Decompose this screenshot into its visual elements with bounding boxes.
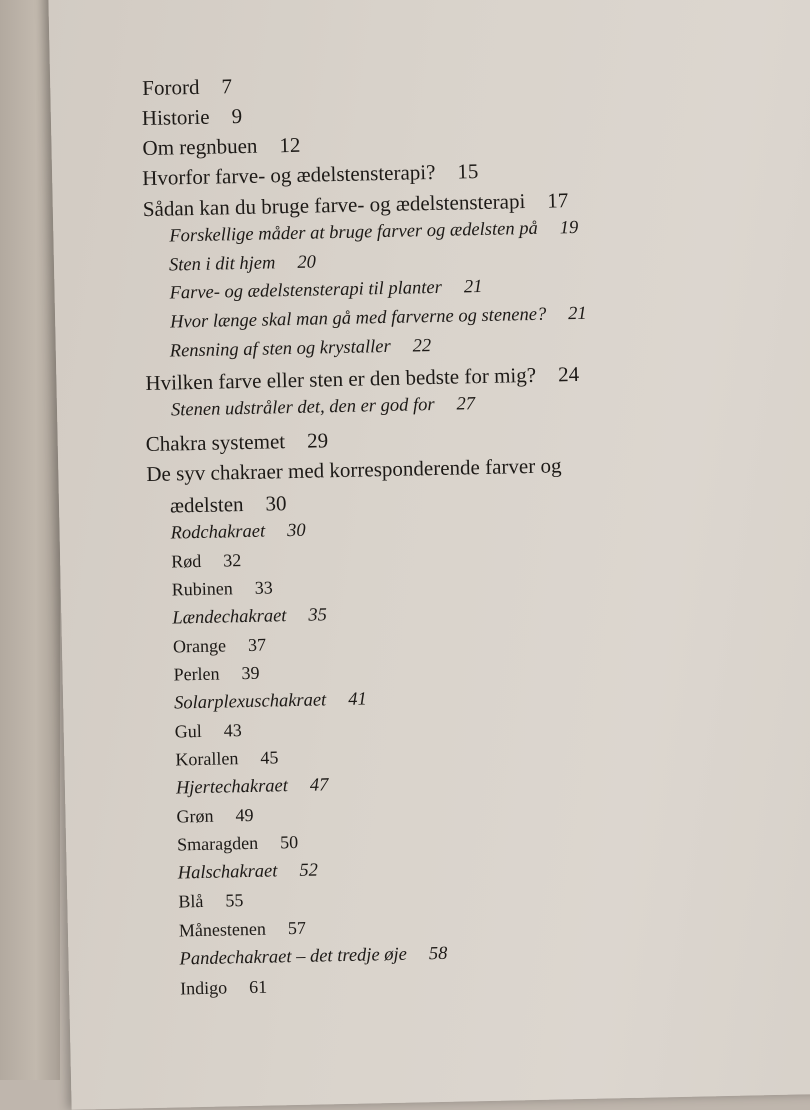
toc-entry	[142, 159, 479, 191]
toc-chakra	[172, 605, 327, 629]
toc-chakra	[176, 775, 329, 799]
toc-entry-page: 37	[247, 634, 267, 655]
toc-chakra	[174, 689, 367, 714]
toc-entry-title: Lændechakraet	[172, 606, 287, 629]
toc-entry-title: Korallen	[175, 748, 239, 770]
book-page	[48, 0, 810, 1110]
toc-entry-page: 30	[265, 491, 287, 516]
toc-subentry	[170, 304, 587, 334]
toc-entry-page: 15	[457, 159, 479, 184]
toc-entry-title: Sten i dit hjem	[168, 253, 276, 276]
toc-entry-page: 50	[279, 831, 299, 853]
toc-subentry	[172, 577, 273, 600]
toc-entry-page: 33	[254, 577, 273, 598]
toc-entry-title: Rubinen	[171, 578, 233, 600]
toc-entry-title: Hvorfor farve- og ædelstensterapi?	[141, 159, 436, 191]
toc-entry-page: 32	[223, 550, 242, 571]
toc-entry-title: Solarplexuschakraet	[173, 690, 327, 714]
toc-entry-title: Om regnbuen	[142, 133, 258, 161]
toc-subentry	[169, 218, 578, 248]
toc-subentry	[170, 336, 432, 362]
toc-subentry	[169, 277, 482, 305]
toc-entry	[142, 74, 232, 101]
toc-entry-page: 55	[225, 890, 244, 911]
toc-entry-page: 21	[463, 276, 483, 298]
toc-entry-page: 43	[223, 720, 242, 741]
toc-entry	[145, 362, 579, 396]
toc-entry-page: 47	[309, 775, 329, 796]
toc-entry-page: 58	[428, 943, 448, 965]
toc-subentry	[176, 805, 253, 828]
toc-entry	[142, 133, 300, 161]
toc-entry-page: 9	[231, 103, 243, 129]
toc-entry-title: Rød	[170, 550, 202, 572]
toc-entry	[146, 453, 562, 487]
toc-entry-page: 7	[221, 74, 233, 99]
toc-chakra	[179, 944, 447, 971]
toc-entry	[143, 188, 569, 222]
toc-entry-title: Farve- og ædelstensterapi til planter	[169, 277, 443, 304]
toc-entry-page: 35	[308, 605, 328, 626]
toc-entry-page: 19	[559, 217, 579, 239]
toc-subentry	[173, 663, 259, 686]
toc-subentry	[180, 977, 267, 1000]
toc-entry-page: 52	[299, 860, 319, 881]
toc-entry-title: Grøn	[176, 805, 214, 827]
toc-entry-page: 12	[279, 132, 301, 158]
toc-entry-title: ædelsten	[169, 492, 244, 518]
toc-entry-page: 49	[235, 804, 254, 826]
toc-entry-title: Forord	[142, 74, 200, 101]
toc-entry-title: Chakra systemet	[145, 429, 286, 457]
toc-entry-page: 22	[412, 336, 432, 357]
toc-entry-title: Stenen udstråler det, den er god for	[170, 394, 435, 421]
toc-entry-title: Månestenen	[178, 918, 267, 941]
toc-entry-page: 39	[241, 662, 260, 684]
toc-entry-continuation	[170, 491, 287, 518]
toc-entry-page: 45	[260, 747, 279, 768]
toc-entry-title: Orange	[172, 635, 227, 657]
toc-entry-page: 21	[567, 303, 587, 325]
toc-entry-page: 29	[306, 428, 329, 453]
toc-entry-page: 57	[287, 917, 307, 939]
toc-entry-title: Forskellige måder at bruge farver og ædelsten på	[169, 218, 538, 247]
toc-entry-title: Hvor længe skal man gå med farverne og stenene?	[169, 304, 547, 333]
toc-subentry	[178, 890, 243, 912]
toc-entry-title: Smaragden	[176, 832, 259, 855]
toc-chakra	[178, 861, 319, 885]
toc-entry	[145, 428, 328, 457]
toc-entry-title: Perlen	[173, 663, 220, 685]
toc-entry-page: 30	[286, 520, 306, 542]
toc-subentry	[171, 394, 475, 421]
toc-entry-title: Indigo	[179, 977, 228, 999]
toc-entry-title: Halschakraet	[177, 861, 278, 884]
toc-subentry	[175, 747, 278, 770]
toc-entry-title: Historie	[141, 104, 210, 131]
toc-subentry	[169, 252, 316, 276]
toc-entry-page: 27	[456, 394, 476, 415]
toc-subentry	[173, 635, 266, 658]
toc-entry-title: Hjertechakraet	[175, 776, 289, 799]
toc-entry-page: 41	[348, 689, 367, 710]
toc-entry-title: Rodchakraet	[170, 521, 266, 544]
toc-chakra	[170, 521, 305, 545]
toc-entry-title: Rensning af sten og krystaller	[169, 336, 391, 362]
toc-subentry	[175, 720, 242, 742]
toc-entry-page: 24	[557, 361, 580, 387]
toc-entry-title: Gul	[174, 720, 202, 742]
toc-subentry	[179, 918, 306, 942]
toc-entry-title: Hvilken farve eller sten er den bedste for mig?	[145, 362, 537, 396]
toc-entry-page: 17	[547, 188, 569, 213]
toc-entry-page: 61	[248, 976, 268, 998]
toc-subentry	[171, 550, 241, 572]
toc-entry-title: Sådan kan du bruge farve- og ædelstensterapi	[142, 189, 526, 222]
toc-subentry	[177, 832, 298, 856]
toc-entry	[142, 104, 243, 131]
toc-entry-title: Blå	[178, 890, 204, 912]
toc-entry-title: De syv chakraer med korresponderende farver og	[146, 453, 562, 487]
toc-entry-title: Pandechakraet – det tredje øje	[179, 944, 408, 970]
toc-entry-page: 20	[297, 252, 317, 273]
